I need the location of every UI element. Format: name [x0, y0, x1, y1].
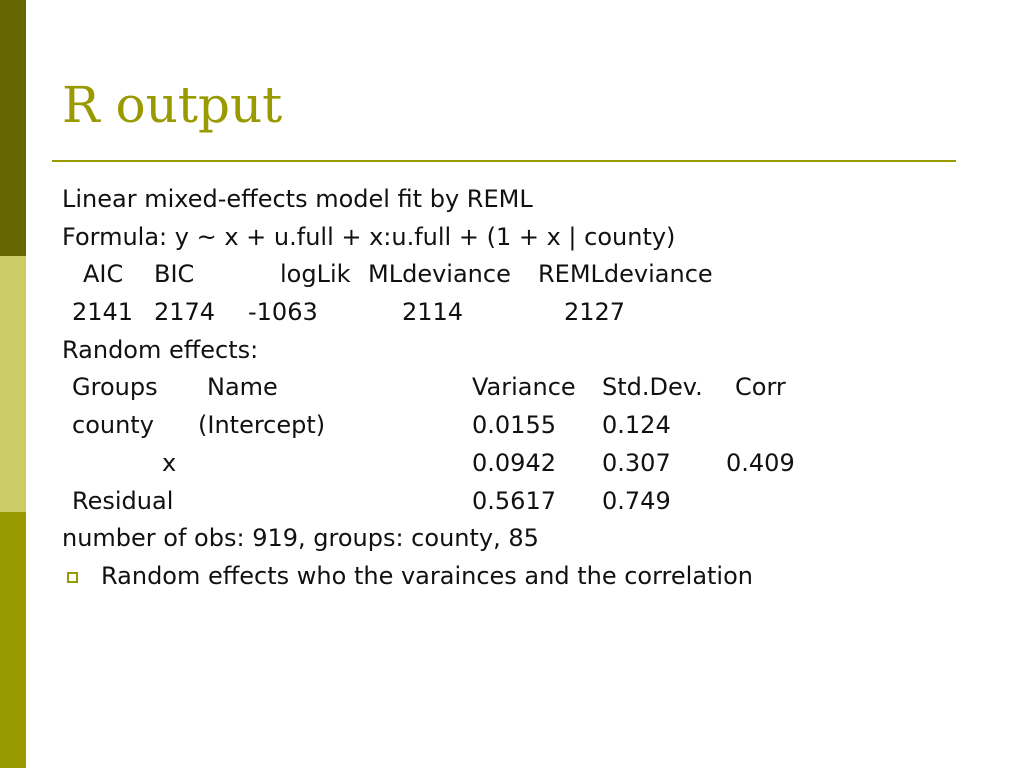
row-variance: 0.5617 [472, 486, 556, 515]
header-corr: Corr [735, 373, 786, 402]
header-aic: AIC [83, 260, 124, 289]
slide-title: R output [62, 76, 283, 134]
sidebar-segment-light [0, 256, 26, 512]
sidebar-decoration [0, 0, 26, 768]
header-mldeviance: MLdeviance [368, 260, 511, 289]
row-name: x [162, 448, 177, 477]
header-loglik: logLik [280, 260, 351, 289]
fit-stats-values [62, 294, 753, 332]
value-loglik: -1063 [248, 298, 318, 327]
hollow-square-bullet-icon [67, 572, 78, 583]
header-stddev: Std.Dev. [602, 373, 703, 402]
value-aic: 2141 [72, 298, 134, 327]
header-groups: Groups [72, 373, 158, 402]
fit-stats-header [62, 256, 753, 294]
observations-line: number of obs: 919, groups: county, 85 [62, 524, 539, 553]
row-group: county [72, 411, 154, 440]
r-output-block [62, 181, 795, 596]
value-bic: 2174 [154, 298, 216, 327]
random-effects-row [62, 445, 795, 483]
random-effects-row [62, 483, 753, 521]
row-stddev: 0.124 [602, 411, 671, 440]
value-mldeviance: 2114 [402, 298, 464, 327]
title-divider [52, 160, 956, 162]
header-variance: Variance [472, 373, 576, 402]
header-remldeviance: REMLdeviance [538, 260, 713, 289]
sidebar-segment-dark [0, 0, 26, 256]
model-description: Linear mixed-effects model fit by REML [62, 185, 533, 213]
header-bic: BIC [154, 260, 195, 289]
random-effects-header [62, 369, 786, 407]
random-effects-label: Random effects: [62, 335, 259, 364]
bullet-text: Random effects who the varainces and the correlation [101, 561, 753, 590]
row-name: (Intercept) [198, 411, 326, 440]
row-group: Residual [72, 486, 174, 515]
row-stddev: 0.749 [602, 486, 671, 515]
row-variance: 0.0942 [472, 448, 556, 477]
bullet-item [62, 558, 753, 596]
random-effects-row [62, 407, 753, 445]
header-name: Name [207, 373, 278, 402]
sidebar-segment-mid [0, 512, 26, 768]
row-stddev: 0.307 [602, 448, 671, 477]
row-variance: 0.0155 [472, 411, 556, 440]
value-remldeviance: 2127 [564, 298, 626, 327]
formula-line: Formula: y ~ x + u.full + x:u.full + (1 + x | county) [62, 222, 676, 251]
row-corr: 0.409 [726, 448, 795, 477]
